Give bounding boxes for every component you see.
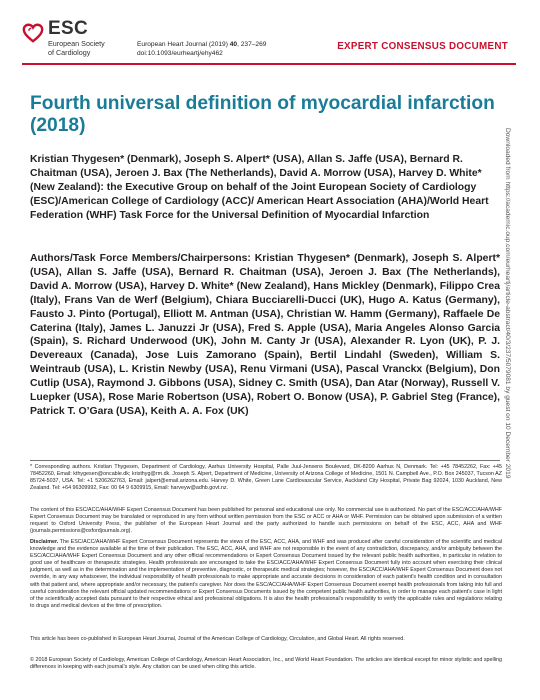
disclaimer: Disclaimer. The ESC/ACC/AHA/WHF Expert Consensus Document represents the views of the ESC, ACC, AHA, and WHF and was produced after careful consideration of the scientific and medical knowledge and the evidence available at the time of their publication. The ESC, ACC, AHA, and WHF are not responsible in the event of any contradiction, discrepancy, and/or ambiguity between the ESC/ACC/AHA/WHF Expert Consensus Document and any other official recommendations or Expert Consensus Document issued by the relevant public health authorities, in particular in relation to good use of healthcare or therapeutic strategies. Health professionals are encouraged to take the ESC/ACC/AHA/WHF Expert Consensus Document fully into account when exercising their clinical judgment, as well as in the determination and the implementation of preventive, diagnostic, or therapeutic medical strategies; however, the ESC/ACC/AHA/WHF Expert Consensus Document does not override, in any way whatsoever, the individual responsibility of health professionals to make appropriate and accurate decisions in consideration of each patient’s health condition and in consultation with that patient and, where appropriate and/or necessary, the patient’s caregiver. Nor does the ESC/ACC/AHA/WHF Expert Consensus Document exempt health professionals from taking into full and careful consideration the relevant official updated recommendations or Expert Consensus Documents issued by the competent public health authorities, in order to manage each patient’s case in light of the scientifically accepted data pursuant to their respective ethical and professional obligations. It is also the health professional’s responsibility to verify the applicable rules and regulations relating to drugs and medical devices at the time of prescription.	[30, 539, 502, 609]
heart-logo-icon	[22, 22, 44, 44]
copyright-note: © 2018 European Society of Cardiology, American College of Cardiology, American Heart Association, Inc., and World Heart Foundation. The articles are identical except for minor stylistic and spelling differences in keeping with each journal’s style. Any citation can be used when citing this article.	[30, 657, 502, 671]
logo-text: ESC	[48, 18, 88, 39]
journal-citation: European Heart Journal (2019) 40, 237–269 doi:10.1093/eurheartj/ehy462	[137, 41, 267, 57]
download-watermark: Downloaded from https://academic.oup.com/eurheartj/article-abstract/40/3/237/5079081 by guest on 10 December 2019	[504, 128, 511, 479]
article-title: Fourth universal definition of myocardial infarction (2018)	[30, 93, 495, 136]
author-list: Kristian Thygesen* (Denmark), Joseph S. Alpert* (USA), Allan S. Jaffe (USA), Bernard R. Chaitman (USA), Jeroen J. Bax (The Netherlands), David A. Morrow (USA), Harvey D. White* (New Zealand): the Executive Group on behalf of the Joint European Society of Cardiology (ESC)/American College of Cardiology (ACC)/ American Heart Association (AHA)/World Heart Federation (WHF) Task Force for the Universal Definition of Myocardial Infarction	[30, 154, 489, 221]
page-header	[0, 0, 540, 66]
task-force-members: Authors/Task Force Members/Chairpersons: Kristian Thygesen* (Denmark), Joseph S. Alpert* (USA), Allan S. Jaffe (USA), Bernard R. Chaitman (USA), Jeroen J. Bax (The Netherlands), David A. Morrow (USA), Harvey D. White* (New Zealand), Hans Mickley (Denmark), Filippo Crea (Italy), Frans Van de Werf (Belgium), Chiara Bucciarelli-Ducci (UK), Hugo A. Katus (Germany), Fausto J. Pinto (Portugal), Elliott M. Antman (USA), Christian W. Hamm (Germany), Raffaele De Caterina (Italy), James L. Januzzi Jr (USA), Fred S. Apple (USA), Maria Angeles Alonso Garcia (Spain), S. Richard Underwood (UK), John M. Canty Jr (USA), Alexander R. Lyon (UK), P. J. Devereaux (Canada), Jose Luis Zamorano (Spain), Bertil Lindahl (Sweden), William S. Weintraub (USA), L. Kristin Newby (USA), Renu Virmani (USA), Pascal Vranckx (Belgium), Don Cutlip (USA), Raymond J. Gibbons (USA), Sidney C. Smith (USA), Dan Atar (Norway), Russell V. Luepker (USA), Rose Marie Robertson (USA), Robert O. Bonow (USA), P. Gabriel Steg (France), Patrick T. O’Gara (USA), Keith A. A. Fox (UK)	[30, 253, 500, 417]
copublication-note: This article has been co-published in European Heart Journal, Journal of the American College of Cardiology, Circulation, and Global Heart. All rights reserved.	[30, 636, 405, 642]
footnote-divider	[30, 460, 500, 461]
permissions-note: The content of this ESC/ACC/AHA/WHF Expert Consensus Document has been published for personal and educational use only. No commercial use is authorized. No part of the ESC/ACC/AHA/WHF Expert Consensus Document may be translated or reproduced in any form without written permission from the ESC or ACC or AHA or WHF. Permission can be obtained upon submission of a written request to Oxford University Press, the publisher of the European Heart Journal and the party authorized to handle such permissions on behalf of the ESC, ACC, AHA and WHF (journals.permissions@oxfordjournals.org).	[30, 507, 502, 535]
header-divider	[22, 63, 516, 65]
correspondence-footnote: * Corresponding authors. Kristian Thygesen, Department of Cardiology, Aarhus University Hospital, Palle Juul-Jensens Boulevard, DK-8200 Aarhus N, Denmark. Tel: +45 78452262, Fax: +45 78452260, Email: kthygesen@oncable.dk; kristhyg@rm.dk. Joseph S. Alpert, Department of Medicine, University of Arizona College of Medicine, 1501 N. Campbell Ave., P.O. Box 245037, Tucson AZ 85724-5037, USA. Tel: +1 5206262763, Email: jalpert@email.arizona.edu. Harvey D. White, Green Lane Cardiovascular Service, Auckland City Hospital, Private Bag 92024, 1030 Auckland, New Zealand. Tel: +64 96309992, Fax: 00 64 9 6309915, Email: harveyw@adhb.govt.nz.	[30, 464, 502, 492]
disclaimer-label: Disclaimer.	[30, 539, 59, 545]
document-type-label: EXPERT CONSENSUS DOCUMENT	[337, 41, 508, 52]
logo-subtitle: European Society of Cardiology	[48, 39, 105, 57]
doi: doi:10.1093/eurheartj/ehy462	[137, 50, 223, 57]
